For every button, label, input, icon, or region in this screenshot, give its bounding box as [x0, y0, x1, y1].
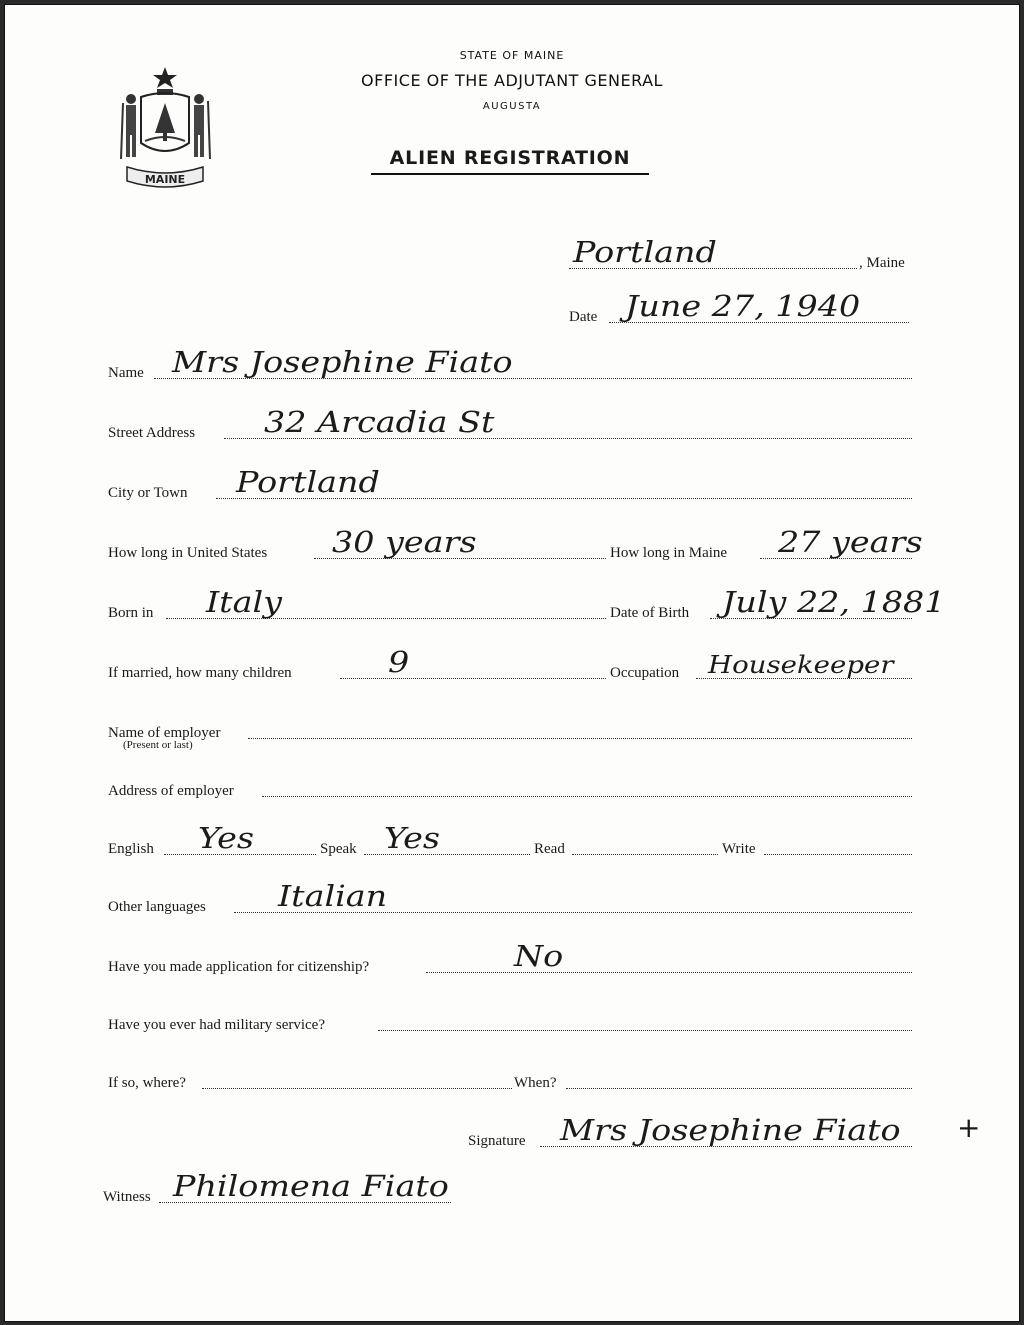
years-maine-value: 27 years — [778, 525, 923, 559]
write-label: Write — [722, 841, 756, 857]
other-languages-value: Italian — [278, 879, 388, 913]
office-heading: OFFICE OF THE ADJUTANT GENERAL — [361, 71, 663, 90]
witness-label: Witness — [103, 1189, 151, 1205]
birth-row — [108, 585, 946, 621]
city-row — [108, 465, 912, 501]
witness-value: Philomena Fiato — [173, 1169, 449, 1203]
children-label: If married, how many children — [108, 665, 292, 681]
years-us-label: How long in United States — [108, 545, 268, 561]
name-value: Mrs Josephine Fiato — [172, 345, 513, 379]
service-row — [108, 1061, 912, 1091]
speak-value: Yes — [384, 821, 440, 855]
date-of-birth-label: Date of Birth — [610, 605, 690, 621]
residence-row — [108, 525, 923, 561]
citizenship-label: Have you made application for citizenship? — [108, 959, 370, 975]
read-label: Read — [534, 841, 565, 857]
city-value: Portland — [236, 465, 380, 499]
born-in-value: Italy — [206, 585, 282, 619]
english-row — [108, 821, 912, 857]
signature-row — [468, 1113, 912, 1149]
signature-value: Mrs Josephine Fiato — [560, 1113, 901, 1147]
witness-row — [103, 1169, 543, 1205]
other-languages-row — [108, 879, 912, 915]
place-value: Portland — [573, 235, 717, 269]
signature-label: Signature — [468, 1133, 526, 1149]
other-languages-label: Other languages — [108, 899, 206, 915]
city-heading: AUGUSTA — [482, 101, 542, 112]
employer-name-label: Name of employer — [108, 725, 221, 741]
street-address-value: 32 Arcadia St — [264, 405, 495, 439]
signature-mark: + — [957, 1111, 981, 1144]
form-title: ALIEN REGISTRATION — [371, 147, 649, 175]
military-row — [108, 1003, 912, 1033]
occupation-label: Occupation — [610, 665, 680, 681]
street-address-row — [108, 405, 912, 441]
when-label: When? — [514, 1075, 557, 1091]
citizenship-row — [108, 939, 912, 975]
name-label: Name — [108, 365, 144, 381]
family-row — [108, 645, 912, 681]
employer-address-label: Address of employer — [108, 783, 234, 799]
where-label: If so, where? — [108, 1075, 186, 1091]
children-value: 9 — [388, 645, 410, 679]
street-address-label: Street Address — [108, 425, 196, 441]
english-value: Yes — [198, 821, 254, 855]
date-row — [569, 289, 919, 325]
citizenship-value: No — [514, 939, 564, 973]
born-in-label: Born in — [108, 605, 154, 621]
alien-registration-form — [4, 4, 1020, 1322]
employer-name-row — [108, 711, 912, 741]
employer-sublabel: (Present or last) — [123, 739, 193, 751]
seal-text: MAINE — [144, 173, 186, 186]
date-of-birth-value: July 22, 1881 — [722, 585, 946, 619]
military-label: Have you ever had military service? — [108, 1017, 325, 1033]
speak-label: Speak — [320, 841, 357, 857]
years-maine-label: How long in Maine — [610, 545, 728, 561]
place-suffix: , Maine — [859, 255, 905, 271]
occupation-value: Housekeeper — [708, 651, 894, 679]
city-label: City or Town — [108, 485, 188, 501]
english-label: English — [108, 841, 154, 857]
employer-address-row — [108, 769, 912, 799]
years-us-value: 30 years — [332, 525, 477, 559]
date-label: Date — [569, 309, 598, 325]
state-heading: STATE OF MAINE — [459, 49, 565, 62]
name-row — [108, 345, 912, 381]
place-row — [569, 235, 919, 271]
date-value: June 27, 1940 — [625, 289, 861, 323]
